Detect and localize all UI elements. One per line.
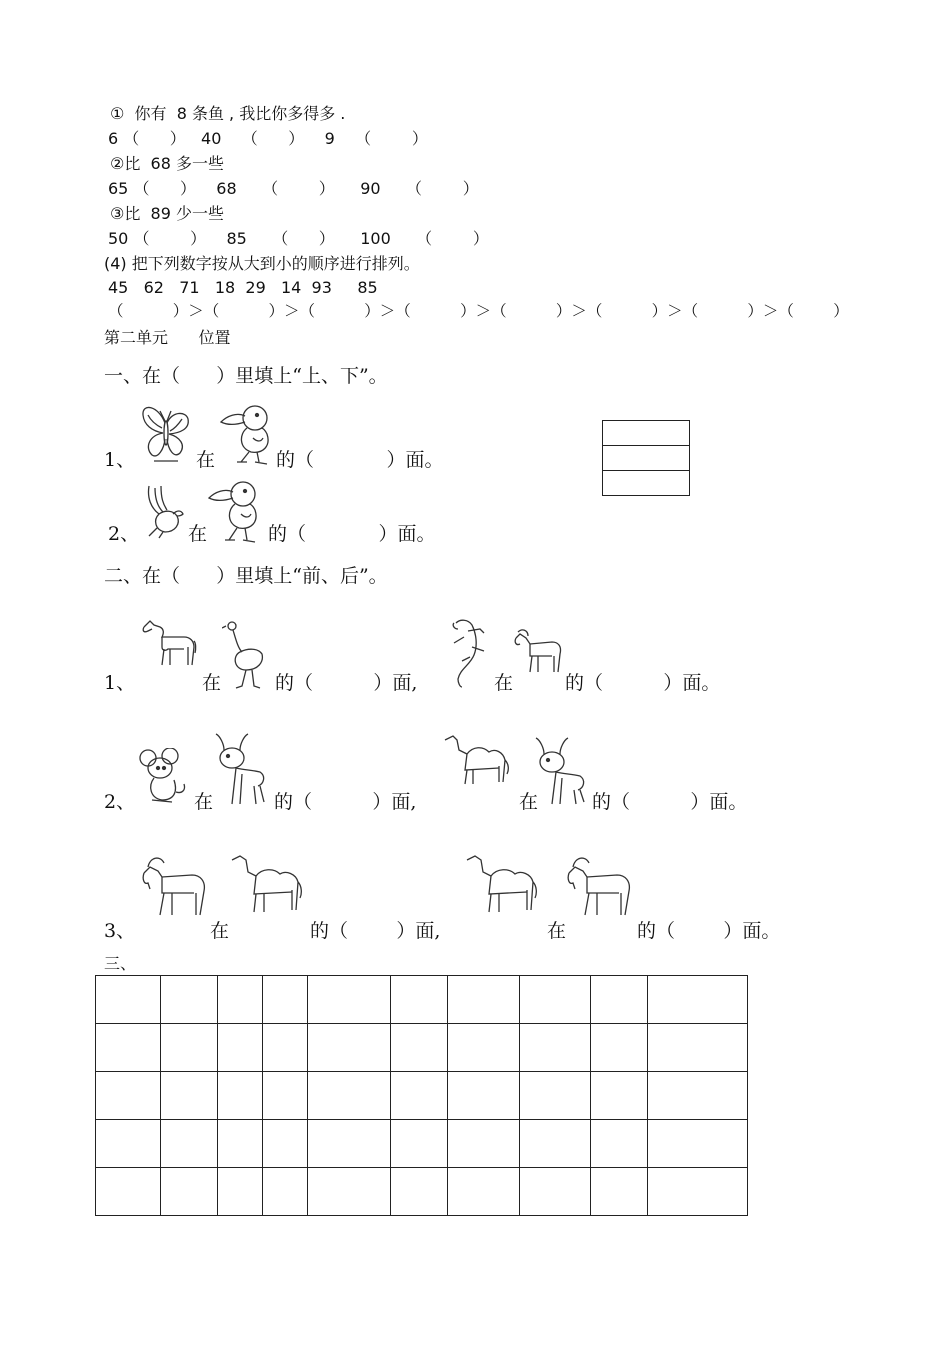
camel-icon [443,730,513,786]
sec2-q1-zai-a: 在 [202,672,222,694]
q1-title: ① 你有 8 条鱼 , 我比你多得多 . [110,104,346,123]
butterfly-icon [138,403,193,465]
goat-icon [138,855,208,921]
sec1-q1-label: 1、 [104,449,136,471]
sec2-q1-label: 1、 [104,672,136,694]
sec2-q3-tail: 的（ ）面。 [637,920,781,942]
q4-title: (4) 把下列数字按从大到小的顺序进行排列。 [104,254,420,273]
q4-numbers: 45 62 71 18 29 14 93 85 [108,278,378,297]
sec2-q2-mid: 的（ ）面, [274,791,417,813]
camel-icon [465,850,543,914]
sec2-q1-mid: 的（ ）面, [275,672,418,694]
ostrich-icon [222,620,268,690]
sec1-q2-label: 2、 [108,523,140,545]
grid-row [96,1024,748,1072]
goat-icon [512,628,564,676]
sec2-q1-tail: 的（ ）面。 [565,672,721,694]
q3-options: 50 （ ） 85 （ ） 100 （ ） [108,229,489,248]
sec2-q2-zai-a: 在 [194,791,214,813]
eagle-icon [143,484,185,540]
sec1-q1-tail: 的（ ）面。 [276,449,444,471]
q2-title: ②比 68 多一些 [110,154,224,173]
grid-row [96,1072,748,1120]
sec2-q2-tail: 的（ ）面。 [592,791,748,813]
deer-icon [530,734,590,808]
answer-grid [95,975,748,1216]
duck-icon [205,478,263,544]
sec2-title: 二、在（ ）里填上“前、后”。 [104,565,388,587]
camel-icon [230,850,308,914]
q2-options: 65 （ ） 68 （ ） 90 （ ） [108,179,479,198]
sec2-q1-zai-b: 在 [494,672,514,694]
grid-row [96,1168,748,1216]
q3-title: ③比 89 少一些 [110,204,224,223]
sec2-q3-zai-b: 在 [547,920,567,942]
deer-icon [210,730,270,808]
sec2-q3-label: 3、 [104,920,136,942]
sec2-q2-label: 2、 [104,791,136,813]
sec2-q2-zai-b: 在 [519,791,539,813]
q4-blanks: （ ）＞（ ）＞（ ）＞（ ）＞（ ）＞（ ）＞（ ）＞（ ） [108,302,849,320]
sec2-q3-mid: 的（ ）面, [310,920,441,942]
duck-icon [217,402,275,466]
stacked-boxes [602,420,690,496]
horse-icon [140,617,198,669]
sec3-title: 三、 [104,954,137,973]
sec1-title: 一、在（ ）里填上“上、下”。 [104,365,388,387]
sec1-q2-tail: 的（ ）面。 [268,523,436,545]
grid-row [96,976,748,1024]
lizard-icon [450,617,488,689]
mouse-icon [138,748,190,806]
unit2-title: 第二单元 位置 [104,328,231,347]
grid-row [96,1120,748,1168]
sec1-q2-zai: 在 [188,523,208,545]
sec2-q3-zai-a: 在 [210,920,230,942]
sec1-q1-zai: 在 [196,449,216,471]
q1-options: 6 （ ） 40 （ ） 9 （ ） [108,129,428,148]
goat-icon [563,855,633,921]
